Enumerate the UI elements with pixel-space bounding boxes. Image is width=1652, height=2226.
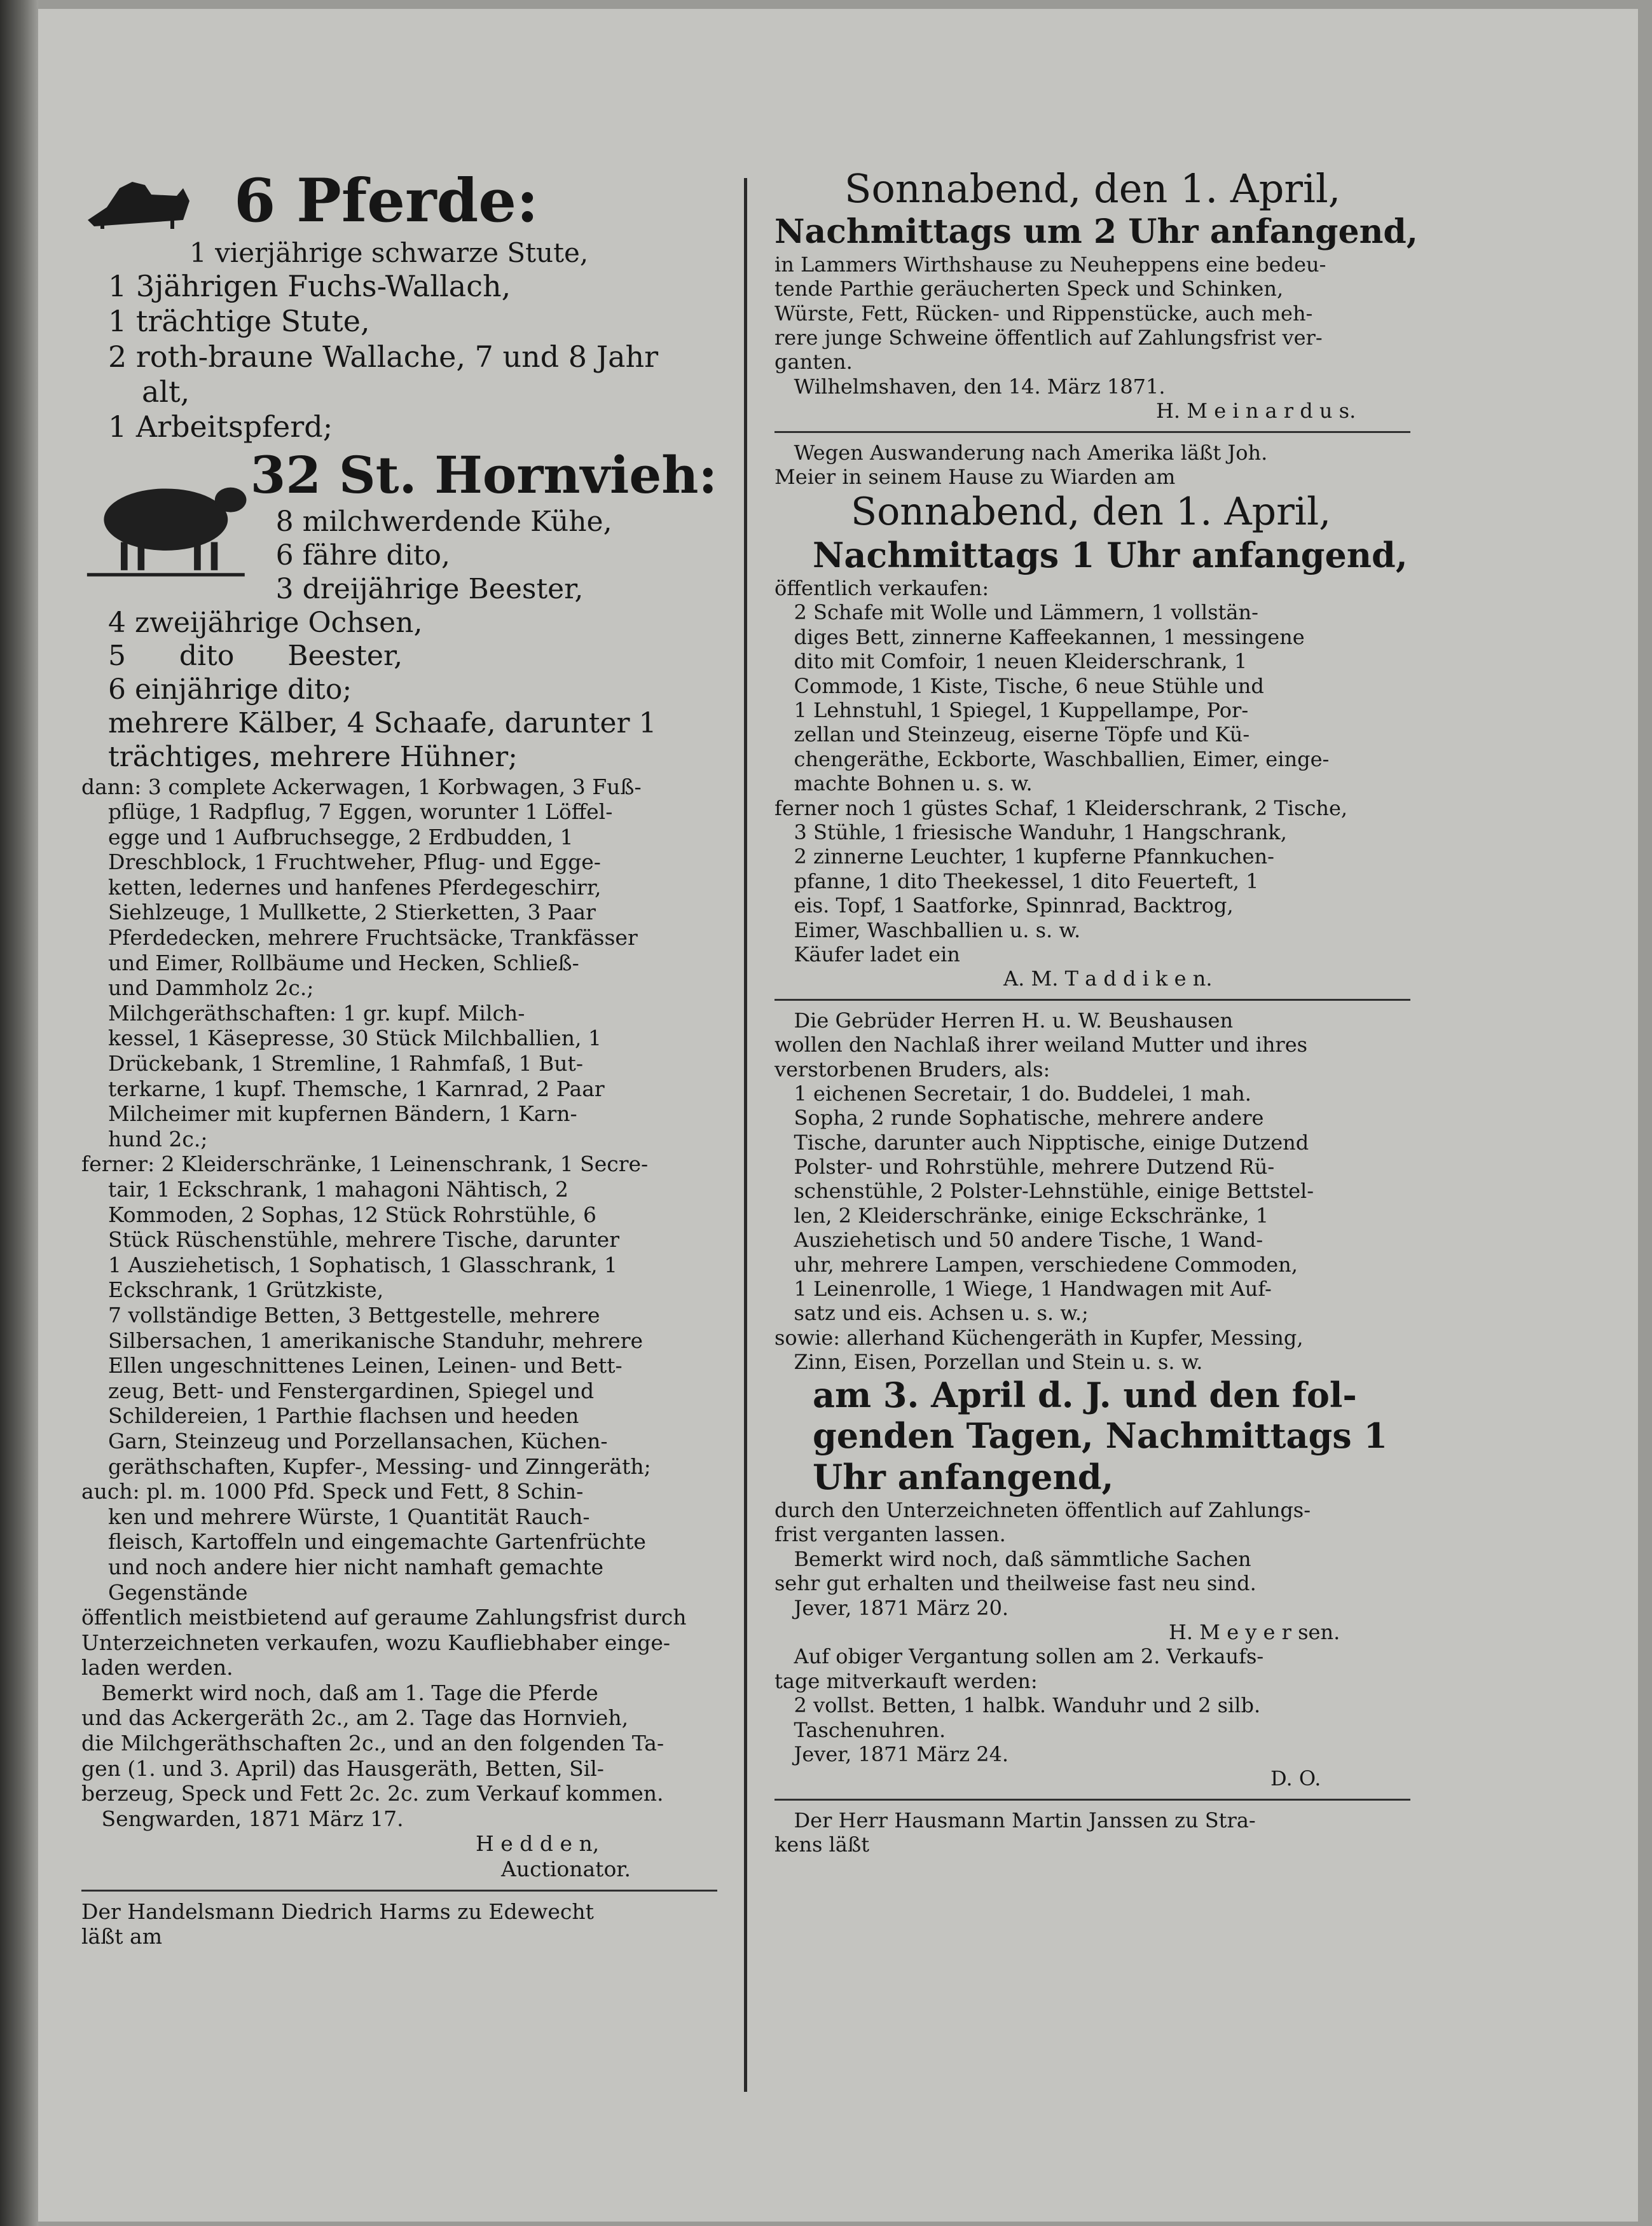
cattle-line: 5 dito Beester, <box>108 640 403 673</box>
text-line: Tische, darunter auch Nipptische, einige Dutzend <box>774 1130 1309 1155</box>
text-line: 2 vollst. Betten, 1 halbk. Wanduhr und 2 silb. <box>774 1693 1261 1718</box>
text-line: Garn, Steinzeug und Porzellansachen, Küchen- <box>108 1428 608 1453</box>
auction-3-tail <box>774 1498 1410 1644</box>
text-line: ketten, ledernes und hanfenes Pferdegeschirr, <box>108 874 602 900</box>
text-line: auch: pl. m. 1000 Pfd. Speck und Fett, 8 Schin- <box>81 1479 584 1504</box>
horse-line: 2 roth-braune Wallache, 7 und 8 Jahr <box>108 339 659 374</box>
text-line: Milchgeräthschaften: 1 gr. kupf. Milch- <box>108 1000 525 1026</box>
text-line: gen (1. und 3. April) das Hausgeräth, Betten, Sil- <box>81 1755 604 1781</box>
left-column <box>81 165 717 1949</box>
text-line: 3 Stühle, 1 friesische Wanduhr, 1 Hangschrank, <box>774 820 1287 844</box>
ferner-list <box>81 1151 717 1605</box>
auction-3-body <box>774 1008 1410 1375</box>
text-line: pflüge, 1 Radpflug, 7 Eggen, worunter 1 Löffel- <box>108 799 613 825</box>
text-line: ken und mehrere Würste, 1 Quantität Rauch- <box>108 1504 590 1529</box>
auction-2-intro <box>774 441 1410 490</box>
text-line: Drückebank, 1 Stremline, 1 Rahmfaß, 1 But- <box>108 1051 583 1076</box>
text-line: Sopha, 2 runde Sophatische, mehrere andere <box>774 1106 1264 1130</box>
text-line: Ellen ungeschnittenes Leinen, Leinen- und Bett- <box>108 1353 623 1378</box>
text-line: eis. Topf, 1 Saatforke, Spinnrad, Backtrog, <box>774 893 1234 918</box>
auction-heading: Sonnabend, den 1. April, <box>851 490 1332 535</box>
auction-heading: genden Tagen, Nachmittags 1 <box>813 1415 1388 1457</box>
signature: H e d d e n, <box>476 1831 600 1857</box>
text-line: ferner noch 1 güstes Schaf, 1 Kleiderschrank, 2 Tische, <box>774 795 1348 820</box>
auction-4-body <box>774 1644 1410 1790</box>
text-line: öffentlich verkaufen: <box>774 576 989 601</box>
horse-woodcut-icon <box>81 169 196 233</box>
text-line: Auf obiger Vergantung sollen am 2. Verkaufs- <box>774 1644 1264 1669</box>
cattle-line: mehrere Kälber, 4 Schaafe, darunter 1 <box>108 706 657 739</box>
cattle-line: 4 zweijährige Ochsen, <box>108 606 423 639</box>
book-gutter <box>0 0 38 2226</box>
horse-line: 1 trächtige Stute, <box>108 304 370 339</box>
text-line: Bemerkt wird noch, daß am 1. Tage die Pferde <box>81 1680 598 1705</box>
text-line: verstorbenen Bruders, als: <box>774 1057 1050 1082</box>
next-notice <box>774 1808 1410 1857</box>
signature: A. M. T a d d i k e n. <box>1003 966 1213 991</box>
text-line: frist verganten lassen. <box>774 1522 1006 1547</box>
text-line: len, 2 Kleiderschränke, einige Eckschränke, 1 <box>774 1203 1269 1228</box>
text-line: egge und 1 Aufbruchsegge, 2 Erdbudden, 1 <box>108 824 574 849</box>
horse-line: alt, <box>142 374 190 409</box>
text-line: Commode, 1 Kiste, Tische, 6 neue Stühle und <box>774 673 1264 698</box>
signature: D. O. <box>1270 1766 1321 1791</box>
text-line: rere junge Schweine öffentlich auf Zahlungsfrist ver- <box>774 325 1323 350</box>
text-line: öffentlich meistbietend auf geraume Zahlungsfrist durch <box>81 1605 687 1630</box>
text-line: Sengwarden, 1871 März 17. <box>81 1806 404 1831</box>
text-line: wollen den Nachlaß ihrer weiland Mutter und ihres <box>774 1033 1308 1057</box>
text-line: Der Herr Hausmann Martin Janssen zu Stra- <box>774 1808 1256 1832</box>
text-line: und Eimer, Rollbäume und Hecken, Schließ- <box>108 950 579 975</box>
text-line: und Dammholz 2c.; <box>108 975 314 1001</box>
text-line: Milcheimer mit kupfernen Bändern, 1 Karn- <box>108 1101 577 1127</box>
text-line: Eimer, Waschballien u. s. w. <box>774 917 1081 942</box>
heading-cattle: 32 St. Hornvieh: <box>250 445 717 505</box>
signature: H. M e y e r sen. <box>1169 1619 1340 1644</box>
text-line: Polster- und Rohrstühle, mehrere Dutzend Rü- <box>774 1155 1275 1179</box>
horse-line: 1 3jährigen Fuchs-Wallach, <box>108 269 511 304</box>
text-line: Stück Rüschenstühle, mehrere Tische, darunter <box>108 1227 619 1253</box>
text-line: 1 Ausziehetisch, 1 Sophatisch, 1 Glasschrank, 1 <box>108 1252 618 1277</box>
text-line: läßt am <box>81 1924 162 1949</box>
text-line: Würste, Fett, Rücken- und Rippenstücke, auch meh- <box>774 301 1313 326</box>
text-line: Siehlzeuge, 1 Mullkette, 2 Stierketten, 3 Paar <box>108 900 596 925</box>
text-line: fleisch, Kartoffeln und eingemachte Gartenfrüchte <box>108 1529 646 1555</box>
text-line: die Milchgeräthschaften 2c., und an den folgenden Ta- <box>81 1731 664 1756</box>
cattle-line: trächtiges, mehrere Hühner; <box>108 740 518 773</box>
text-line: terkarne, 1 kupf. Themsche, 1 Karnrad, 2 Paar <box>108 1076 605 1101</box>
text-line: geräthschaften, Kupfer-, Messing- und Zinngeräth; <box>108 1453 651 1479</box>
text-line: dito mit Comfoir, 1 neuen Kleiderschrank, 1 <box>774 649 1248 674</box>
text-line: Die Gebrüder Herren H. u. W. Beushausen <box>774 1008 1234 1033</box>
text-line: durch den Unterzeichneten öffentlich auf Zahlungs- <box>774 1497 1311 1522</box>
right-column <box>774 165 1418 1857</box>
text-line: 2 zinnerne Leuchter, 1 kupferne Pfannkuchen- <box>774 844 1274 869</box>
dann-list <box>81 774 717 1001</box>
text-line: Gegenstände <box>108 1579 248 1605</box>
signature-title: Auctionator. <box>501 1857 631 1882</box>
text-line: Wilhelmshaven, den 14. März 1871. <box>774 374 1166 399</box>
text-line: dann: 3 complete Ackerwagen, 1 Korbwagen, 3 Fuß- <box>81 774 642 799</box>
text-line: Dreschblock, 1 Fruchtweher, Pflug- und Egge- <box>108 849 601 875</box>
auction-heading: Sonnabend, den 1. April, <box>844 165 1341 212</box>
text-line: 1 eichenen Secretair, 1 do. Buddelei, 1 mah. <box>774 1081 1251 1106</box>
text-line: Schildereien, 1 Parthie flachsen und heeden <box>108 1403 579 1429</box>
horses-header <box>81 165 717 237</box>
text-line: Kommoden, 2 Sophas, 12 Stück Rohrstühle, 6 <box>108 1202 596 1227</box>
text-line: Käufer ladet ein <box>774 942 960 966</box>
auction-heading: Nachmittags um 2 Uhr anfangend, <box>774 212 1418 252</box>
text-line: Ausziehetisch und 50 andere Tische, 1 Wand- <box>774 1228 1263 1253</box>
text-line: kens läßt <box>774 1832 870 1857</box>
text-line: chengeräthe, Eckborte, Waschballien, Eimer, einge- <box>774 746 1330 771</box>
auction-heading: Uhr anfangend, <box>813 1457 1114 1498</box>
cattle-line: 8 milchwerdende Kühe, <box>275 505 612 539</box>
text-line: berzeug, Speck und Fett 2c. 2c. zum Verkauf kommen. <box>81 1781 664 1806</box>
text-line: tende Parthie geräucherten Speck und Schinken, <box>774 277 1284 301</box>
closing-text <box>81 1605 717 1882</box>
text-line: laden werden. <box>81 1655 233 1680</box>
text-line: Silbersachen, 1 amerikanische Standuhr, mehrere <box>108 1328 643 1353</box>
horse-line: 1 Arbeitspferd; <box>108 409 333 444</box>
cattle-line: 6 einjährige dito; <box>108 673 352 706</box>
auction-1-body <box>774 252 1410 423</box>
cow-woodcut-icon <box>81 462 251 589</box>
text-line: Jever, 1871 März 20. <box>774 1595 1009 1620</box>
text-line: 1 Leinenrolle, 1 Wiege, 1 Handwagen mit Auf- <box>774 1277 1272 1302</box>
text-line: in Lammers Wirthshause zu Neuheppens eine bedeu- <box>774 252 1326 277</box>
text-line: Wegen Auswanderung nach Amerika läßt Joh. <box>774 440 1268 465</box>
text-line: uhr, mehrere Lampen, verschiedene Commoden, <box>774 1252 1298 1277</box>
text-line: kessel, 1 Käsepresse, 30 Stück Milchballien, 1 <box>108 1026 602 1051</box>
text-line: 7 vollständige Betten, 3 Bettgestelle, mehrere <box>108 1302 600 1328</box>
text-line: zeug, Bett- und Fenstergardinen, Spiegel und <box>108 1378 595 1403</box>
text-line: diges Bett, zinnerne Kaffeekannen, 1 messingene <box>774 624 1305 649</box>
text-line: Bemerkt wird noch, daß sämmtliche Sachen <box>774 1546 1251 1571</box>
text-line: tair, 1 Eckschrank, 1 mahagoni Nähtisch, 2 <box>108 1177 568 1202</box>
text-line: sehr gut erhalten und theilweise fast neu sind. <box>774 1571 1256 1596</box>
horse-line: 1 vierjährige schwarze Stute, <box>189 237 589 268</box>
text-line: Pferdedecken, mehrere Fruchtsäcke, Trankfässer <box>108 925 638 951</box>
text-line: ferner: 2 Kleiderschränke, 1 Leinenschrank, 1 Secre- <box>81 1151 649 1177</box>
text-line: 2 Schafe mit Wolle und Lämmern, 1 vollstän- <box>774 600 1258 625</box>
cattle-line: 6 fähre dito, <box>275 539 450 572</box>
text-line: Meier in seinem Hause zu Wiarden am <box>774 464 1176 489</box>
milch-list <box>81 1001 717 1152</box>
next-notice <box>81 1899 717 1949</box>
text-line: 1 Lehnstuhl, 1 Spiegel, 1 Kuppellampe, Por- <box>774 698 1249 723</box>
divider <box>774 1799 1410 1801</box>
text-line: ganten. <box>774 350 853 374</box>
auction-heading: am 3. April d. J. und den fol- <box>813 1374 1357 1415</box>
text-line: schenstühle, 2 Polster-Lehnstühle, einige Bettstel- <box>774 1179 1314 1204</box>
auction-2-body <box>774 576 1410 991</box>
text-line: und noch andere hier nicht namhaft gemachte <box>108 1554 603 1579</box>
text-line: tage mitverkauft werden: <box>774 1668 1038 1693</box>
text-line: hund 2c.; <box>108 1126 208 1151</box>
text-line: Unterzeichneten verkaufen, wozu Kaufliebhaber einge- <box>81 1630 671 1655</box>
text-line: Taschenuhren. <box>774 1717 946 1742</box>
divider <box>81 1890 717 1892</box>
text-line: Eckschrank, 1 Grützkiste, <box>108 1277 384 1303</box>
column-divider <box>744 178 747 2092</box>
auction-heading: Nachmittags 1 Uhr anfangend, <box>813 535 1408 576</box>
text-line: und das Ackergeräth 2c., am 2. Tage das Hornvieh, <box>81 1705 629 1731</box>
text-line: machte Bohnen u. s. w. <box>774 771 1033 796</box>
divider <box>774 431 1410 433</box>
cattle-line: 3 dreijährige Beester, <box>275 572 584 605</box>
text-line: Der Handelsmann Diedrich Harms zu Edewecht <box>81 1899 594 1924</box>
text-line: Zinn, Eisen, Porzellan und Stein u. s. w. <box>774 1350 1203 1375</box>
text-line: sowie: allerhand Küchengeräth in Kupfer, Messing, <box>774 1325 1304 1350</box>
text-line: Jever, 1871 März 24. <box>774 1742 1009 1766</box>
signature: H. M e i n a r d u s. <box>1156 399 1356 423</box>
text-line: zellan und Steinzeug, eiserne Töpfe und Kü- <box>774 722 1250 747</box>
divider <box>774 999 1410 1001</box>
cattle-header <box>81 444 717 606</box>
heading-horses: 6 Pferde: <box>234 166 539 236</box>
text-line: satz und eis. Achsen u. s. w.; <box>774 1301 1089 1326</box>
text-line: pfanne, 1 dito Theekessel, 1 dito Feuerteft, 1 <box>774 869 1259 893</box>
